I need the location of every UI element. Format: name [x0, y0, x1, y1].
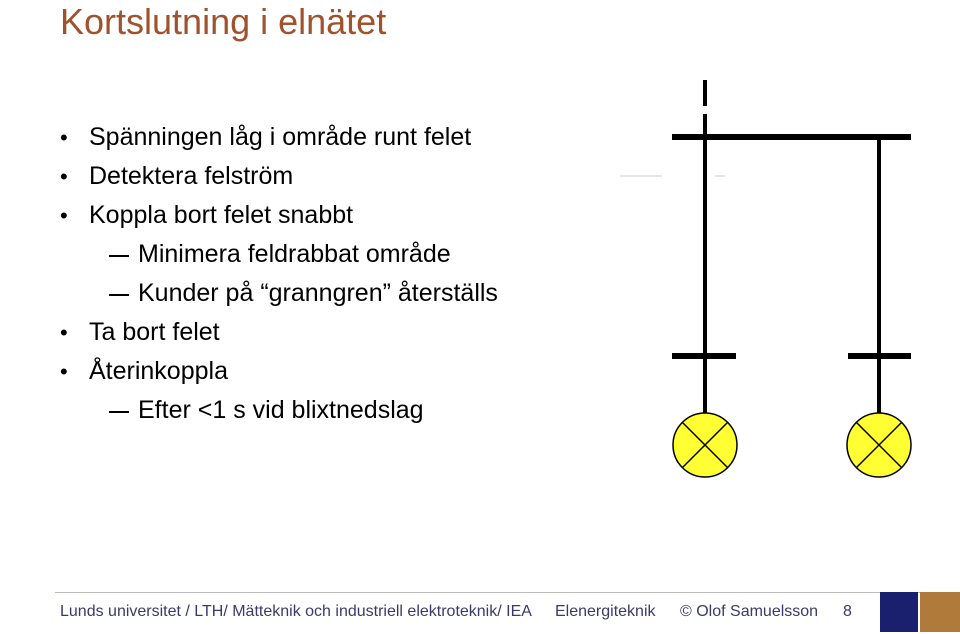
bullet-item [60, 352, 498, 391]
footer [0, 590, 960, 634]
bullet-text: Ta bort felet [89, 318, 220, 346]
footer-organization: Lunds universitet / LTH/ Mätteknik och industriell elektroteknik/ IEA [60, 603, 532, 620]
bullet-marker: • [60, 320, 68, 345]
sub-bullet-item [60, 391, 498, 430]
bullet-marker: • [60, 359, 68, 384]
bullet-text: Detektera felström [89, 162, 294, 190]
bullet-item [60, 157, 498, 196]
page-number: 8 [843, 603, 852, 620]
bullet-marker: • [60, 203, 68, 228]
bullet-text: Spänningen låg i område runt felet [89, 123, 472, 151]
bullet-marker: • [60, 164, 68, 189]
bullet-text: Koppla bort felet snabbt [89, 201, 354, 229]
sub-bullet-item [60, 274, 498, 313]
bullet-text: Återinkoppla [89, 357, 228, 385]
footer-divider [55, 592, 960, 593]
bullet-marker: • [60, 125, 68, 150]
bullet-item [60, 313, 498, 352]
bullet-text: Efter <1 s vid blixtnedslag [138, 396, 424, 424]
bullet-list [60, 118, 498, 430]
footer-author: © Olof Samuelsson [680, 603, 819, 620]
footer-logo-block-brown [920, 592, 960, 632]
bullet-item [60, 118, 498, 157]
footer-department: Elenergiteknik [555, 603, 656, 620]
footer-logo-block-blue [880, 592, 918, 632]
slide-title: Kortslutning i elnätet [60, 1, 387, 42]
bullet-text: Kunder på “granngren” återställs [138, 279, 498, 307]
circuit-diagram-icon [600, 70, 930, 490]
sub-bullet-item [60, 235, 498, 274]
bullet-item [60, 196, 498, 235]
bullet-text: Minimera feldrabbat område [138, 240, 451, 268]
